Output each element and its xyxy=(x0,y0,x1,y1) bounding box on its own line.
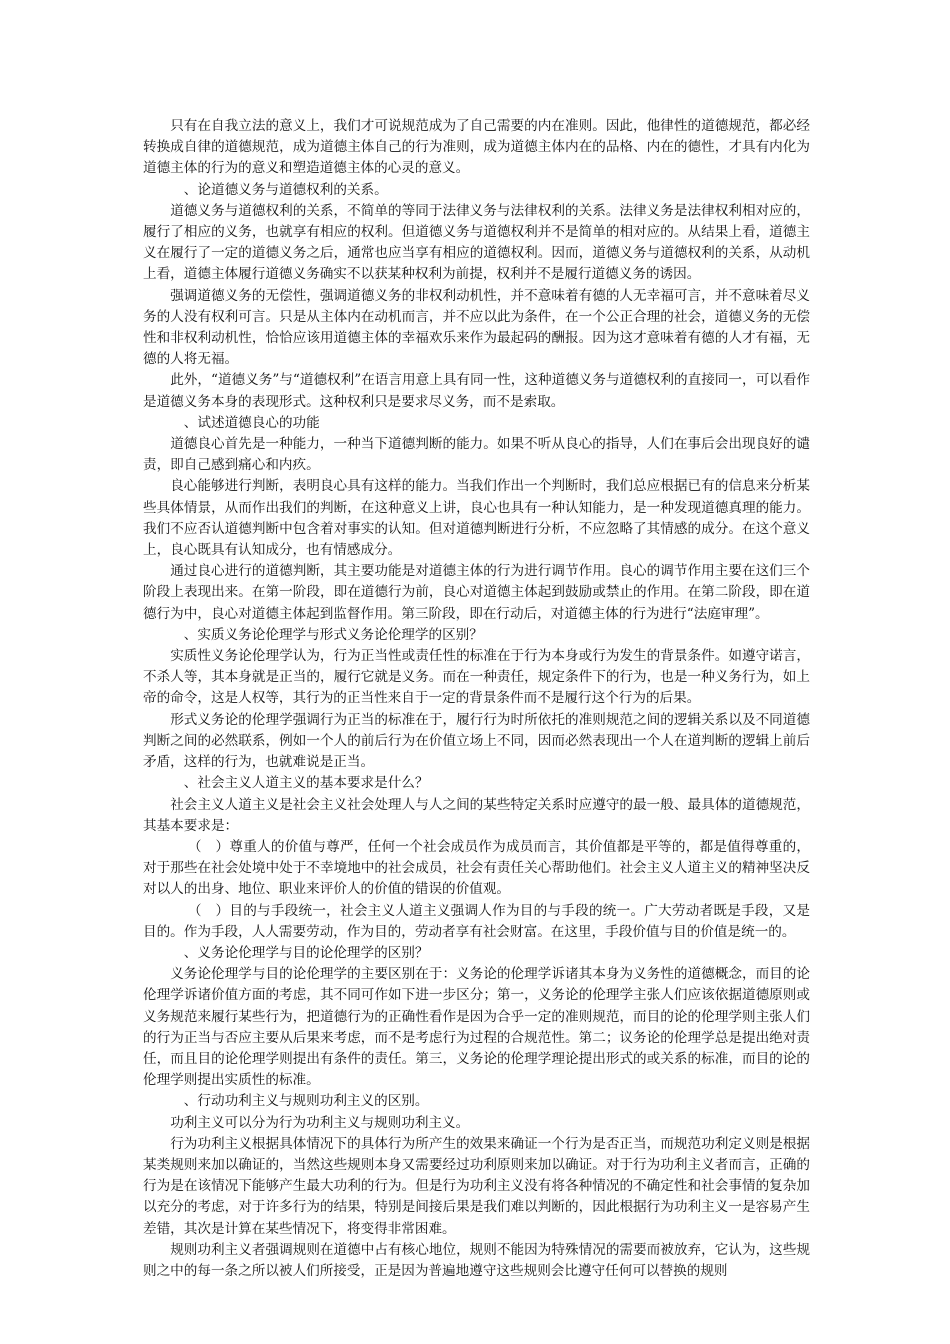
paragraph-rule-utilitarianism: 规则功利主义者强调规则在道德中占有核心地位，规则不能因为特殊情况的需要而被放弃，它认为，这些规则之中的每一条之所以被人们所接受，正是因为普遍地遵守这些规则会比遵守任何可以替换的规则 xyxy=(143,1241,810,1279)
list-item-ends-means: （ ）目的与手段统一，社会主义人道主义强调人作为目的与手段的统一。广大劳动者既是手段，又是目的。作为手段，人人需要劳动，作为目的，劳动者享有社会财富。在这里，手段价值与目的价值是统一的。 xyxy=(143,902,810,940)
section-heading-humanism: 、社会主义人道主义的基本要求是什么？ xyxy=(183,775,429,792)
list-item-dignity: （ ）尊重人的价值与尊严，任何一个社会成员作为成员而言，其价值都是平等的，都是值得尊重的，对于那些在社会处境中处于不幸境地中的社会成员，社会有责任关心帮助他们。社会主义人道主义的精神坚决反对以人的出身、地位、职业来评价人的价值的错误的价值观。 xyxy=(143,838,810,898)
paragraph-act-utilitarianism: 行为功利主义根据具体情况下的具体行为所产生的效果来确证一个行为是否正当，而规范功利定义则是根据某类规则来加以确证的，当然这些规则本身又需要经过功利原则来加以确证。对于行为功利主义者而言，正确的行为是在该情况下能够产生最大功利的行为。但是行为功利主义没有将各种情况的不确定性和社会事情的复杂加以充分的考虑，对于许多行为的结果，特别是间接后果是我们难以判断的，因此根据行为功利主义一是容易产生差错，其次是计算在某些情况下，将变得非常困难。 xyxy=(143,1135,810,1237)
paragraph-humanism-intro: 社会主义人道主义是社会主义社会处理人与人之间的某些特定关系时应遵守的最一般、最具体的道德规范，其基本要求是： xyxy=(143,796,810,834)
paragraph-conscience-judgment: 良心能够进行判断，表明良心具有这样的能力。当我们作出一个判断时，我们总应根据已有的信息来分析某些具体情景，从而作出我们的判断，在这种意义上讲，良心也具有一种认知能力，是一种发现道德真理的能力。我们不应否认道德判断中包含着对事实的认知。但对道德判断进行分析，不应忽略了其情感的成分。在这个意义上，良心既具有认知成分，也有情感成分。 xyxy=(143,478,810,559)
paragraph-material-deontology: 实质性义务论伦理学认为，行为正当性或责任性的标准在于行为本身或行为发生的背景条件。如遵守诺言，不杀人等，其本身就是正当的，履行它就是义务。而在一种责任，规定条件下的行为，也是一种义务行为，如上帝的命令，这是人权等，其行为的正当性来自于一定的背景条件而不是履行这个行为的后果。 xyxy=(143,648,810,707)
section-heading-deontology-types: 、实质义务论伦理学与形式义务论伦理学的区别？ xyxy=(183,626,483,643)
paragraph-conscience-regulation: 通过良心进行的道德判断，其主要功能是对道德主体的行为进行调节作用。良心的调节作用主要在这们三个阶段上表现出来。在第一阶段，即在道德行为前，良心对道德主体起到鼓励或禁止的作用。在第二阶段，即在道德行为中，良心对道德主体起到监督作用。第三阶段，即在行动后，对道德主体的行为进行“法庭审理”。 xyxy=(143,563,810,622)
paragraph-autonomy: 只有在自我立法的意义上，我们才可说规范成为了自己需要的内在准则。因此，他律性的道德规范，都必经转换成自律的道德规范，成为道德主体自己的行为准则，成为道德主体内在的品格、内在的德性，才具有内化为道德主体的行为的意义和塑造道德主体的心灵的意义。 xyxy=(143,118,810,177)
section-heading-duty-rights: 、论道德义务与道德权利的关系。 xyxy=(183,181,388,198)
paragraph-deontology-teleology: 义务论伦理学与目的论伦理学的主要区别在于：义务论的伦理学诉诸其本身为义务性的道德概念，而目的论伦理学诉诸价值方面的考虑，其不同可作如下进一步区分；第一，义务论的伦理学主张人们应该依据道德原则或义务规范来履行某些行为，把道德行为的正确性看作是因为合乎一定的准则规范，而目的论的伦理学则主张人们的行为正当与否应主要从后果来考虑，而不是考虑行为过程的合规范性。第二；议务论的伦理学总是提出绝对责任，而且目的论伦理学则提出有条件的责任。第三，义务论的伦理学理论提出形式的或关系的标准，而目的论的伦理学则提出实质性的标准。 xyxy=(143,966,810,1089)
paragraph-conscience-ability: 道德良心首先是一种能力，一种当下道德判断的能力。如果不听从良心的指导，人们在事后会出现良好的谴责，即自己感到痛心和内疚。 xyxy=(143,436,810,474)
section-heading-conscience: 、试述道德良心的功能 xyxy=(183,414,320,431)
paragraph-duty-rights-identity: 此外，“道德义务”与“道德权利”在语言用意上具有同一性，这种道德义务与道德权利的直接同一，可以看作是道德义务本身的表现形式。这种权利只是要求尽义务，而不是索取。 xyxy=(143,372,810,410)
paragraph-duty-rights-relation: 道德义务与道德权利的关系，不简单的等同于法律义务与法律权利的关系。法律义务是法律权利相对应的，履行了相应的义务，也就享有相应的权利。但道德义务与道德权利并不是简单的相对应的。从结果上看，道德主义在履行了一定的道德义务之后，通常也应当享有相应的道德权利。因而，道德义务与道德权利的关系，从动机上看，道德主体履行道德义务确实不以获某种权利为前提，权利并不是履行道德义务的诱因。 xyxy=(143,202,810,283)
section-heading-deontology-teleology: 、义务论伦理学与目的论伦理学的区别？ xyxy=(183,944,429,961)
document-page xyxy=(143,116,810,1282)
paragraph-utilitarianism-types: 功利主义可以分为行为功利主义与规则功利主义。 xyxy=(170,1114,470,1131)
section-heading-utilitarianism: 、行动功利主义与规则功利主义的区别。 xyxy=(183,1093,429,1110)
paragraph-duty-unpaid: 强调道德义务的无偿性，强调道德义务的非权利动机性，并不意味着有德的人无幸福可言，并不意味着尽义务的人没有权利可言。只是从主体内在动机而言，并不应以此为条件，在一个公正合理的社会，道德义务的无偿性和非权利动机性，恰恰应该用道德主体的幸福欢乐来作为最起码的酬报。因为这才意味着有德的人才有福，无德的人将无福。 xyxy=(143,287,810,368)
paragraph-formal-deontology: 形式义务论的伦理学强调行为正当的标准在于，履行行为时所依托的准则规范之间的逻辑关系以及不同道德判断之间的必然联系，例如一个人的前后行为在价值立场上不同，因而必然表现出一个人在道判断的逻辑上前后矛盾，这样的行为，也就难说是正当。 xyxy=(143,711,810,771)
